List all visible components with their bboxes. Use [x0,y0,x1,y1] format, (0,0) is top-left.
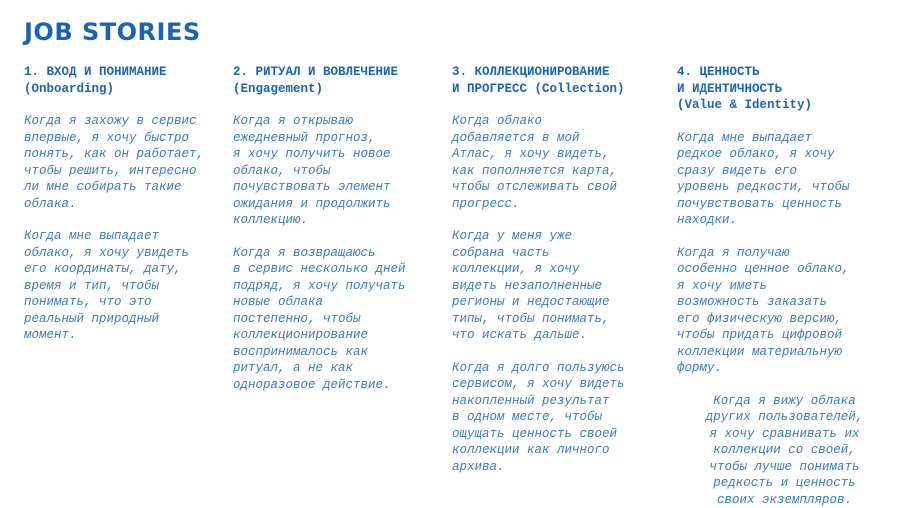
column-collection [452,64,662,475]
column-heading: 2. РИТУАЛ И ВОВЛЕЧЕНИЕ (Engagement) [233,64,443,97]
story-paragraph: Когда облако добавляется в мой Атлас, я хочу видеть, как пополняется карта, чтобы отслеживать свой прогресс. [452,113,662,212]
story-paragraph: Когда я открываю ежедневный прогноз, я хочу получить новое облако, чтобы почувствовать элемент ожидания и продолжить коллекцию. [233,113,443,229]
story-paragraph: Когда мне выпадает редкое облако, я хочу сразу видеть его уровень редкости, чтобы почувствовать ценность находки. [677,130,892,229]
story-paragraph: Когда я долго пользуюсь сервисом, я хочу видеть накопленный результат в одном месте, чтобы ощущать ценность своей коллекции как личного архива. [452,360,662,476]
column-heading: 1. ВХОД И ПОНИМАНИЕ (Onboarding) [24,64,224,97]
column-heading: 4. ЦЕННОСТЬ И ИДЕНТИЧНОСТЬ (Value & Identity) [677,64,892,114]
column-value-identity [677,64,892,508]
story-paragraph: Когда я получаю особенно ценное облако, я хочу иметь возможность заказать его физическую версию, чтобы придать цифровой коллекции материальную форму. [677,245,892,377]
story-paragraph: Когда я захожу в сервис впервые, я хочу быстро понять, как он работает, чтобы решить, интересно ли мне собирать такие облака. [24,113,224,212]
column-engagement [233,64,443,393]
story-paragraph: Когда я возвращаюсь в сервис несколько дней подряд, я хочу получать новые облака постепенно, чтобы коллекционирование воспринималось как ритуал, а не как одноразовое действие. [233,245,443,394]
story-paragraph: Когда у меня уже собрана часть коллекции, я хочу видеть незаполненные регионы и недостающие типы, чтобы понимать, что искать дальше. [452,228,662,344]
story-paragraph: Когда я вижу облака других пользователей, я хочу сравнивать их коллекции со своей, чтобы лучше понимать редкость и ценность своих экземпляров. [677,393,892,508]
column-heading: 3. КОЛЛЕКЦИОНИРОВАНИЕ И ПРОГРЕСС (Collection) [452,64,662,97]
column-onboarding [24,64,224,344]
story-paragraph: Когда мне выпадает облако, я хочу увидеть его координаты, дату, время и тип, чтобы понимать, что это реальный природный момент. [24,228,224,344]
page-title: JOB STORIES [24,18,201,46]
